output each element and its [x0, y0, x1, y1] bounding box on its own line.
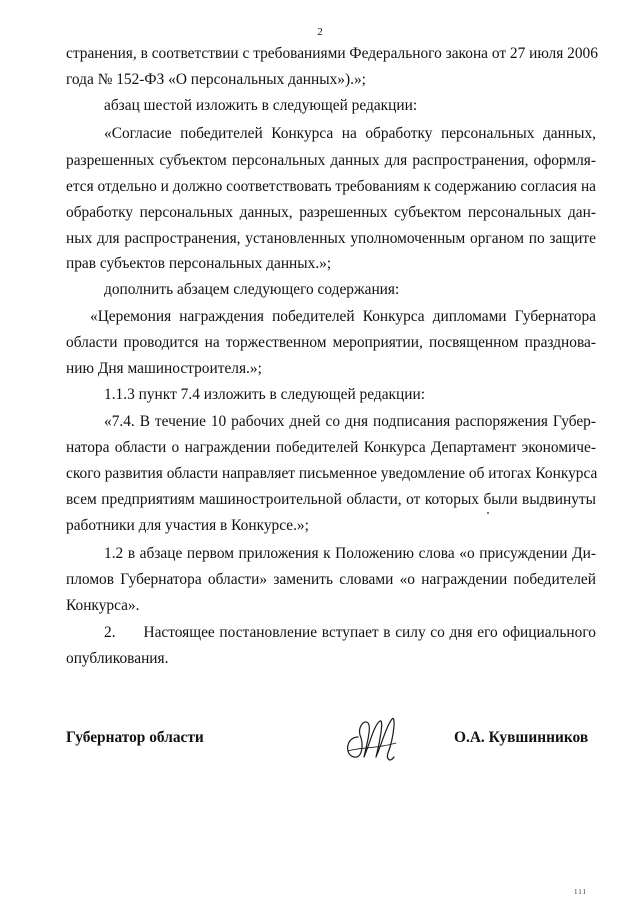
text-line: «Согласие победителей Конкурса на обработку персональных данных, [104, 125, 596, 142]
handwritten-signature [340, 707, 404, 767]
text-line: прав субъектов персональных данных.»; [66, 255, 332, 272]
text-line: ется отдельно и должно соответствовать требованиям к содержанию согласия на [66, 178, 597, 195]
footer-mark: 111 [574, 888, 587, 896]
text-line: 1.1.3 пункт 7.4 изложить в следующей редакции: [104, 386, 425, 403]
signatory-title: Губернатор области [66, 729, 204, 746]
text-line: ных для распространения, установленных уполномоченным органом по защите [66, 230, 596, 247]
text-line: 1.2 в абзаце первом приложения к Положению слова «о присуждении Ди- [104, 545, 596, 562]
text-line: 2. Настоящее постановление вступает в силу со дня его официального [104, 624, 596, 641]
text-line: «Церемония награждения победителей Конкурса дипломами Губернатора [90, 308, 596, 325]
text-line: ского развития области направляет письменное уведомление об итогах Конкурса [66, 465, 598, 482]
text-line: странения, в соответствии с требованиями Федерального закона от 27 июля 2006 [66, 45, 598, 62]
text-line: Конкурса». [66, 597, 140, 614]
text-line: нию Дня машиностроителя.»; [66, 360, 262, 377]
page-number: 2 [317, 26, 323, 38]
text-line: всем предприятиям машиностроительной области, от которых были выдвинуты [66, 491, 596, 508]
text-line: пломов Губернатора области» заменить словами «о награждении победителей [66, 571, 596, 588]
text-line: «7.4. В течение 10 рабочих дней со дня подписания распоряжения Губер- [104, 413, 596, 430]
text-line: работники для участия в Конкурсе.»; [66, 517, 309, 534]
text-line: разрешенных субъектом персональных данных для распространения, оформля- [66, 152, 596, 169]
text-line: области проводится на торжественном мероприятии, посвященном празднова- [66, 334, 596, 351]
signatory-name: О.А. Кувшинников [454, 729, 589, 746]
text-line: абзац шестой изложить в следующей редакции: [104, 97, 418, 114]
text-line: обработку персональных данных, разрешенных субъектом персональных дан- [66, 204, 596, 221]
text-line: опубликования. [66, 650, 169, 667]
text-line: натора области о награждении победителей Конкурса Департамент экономиче- [66, 439, 596, 456]
text-line: дополнить абзацем следующего содержания: [104, 281, 400, 298]
scan-speck [487, 512, 489, 514]
text-line: года № 152-ФЗ «О персональных данных»).»; [66, 71, 366, 88]
